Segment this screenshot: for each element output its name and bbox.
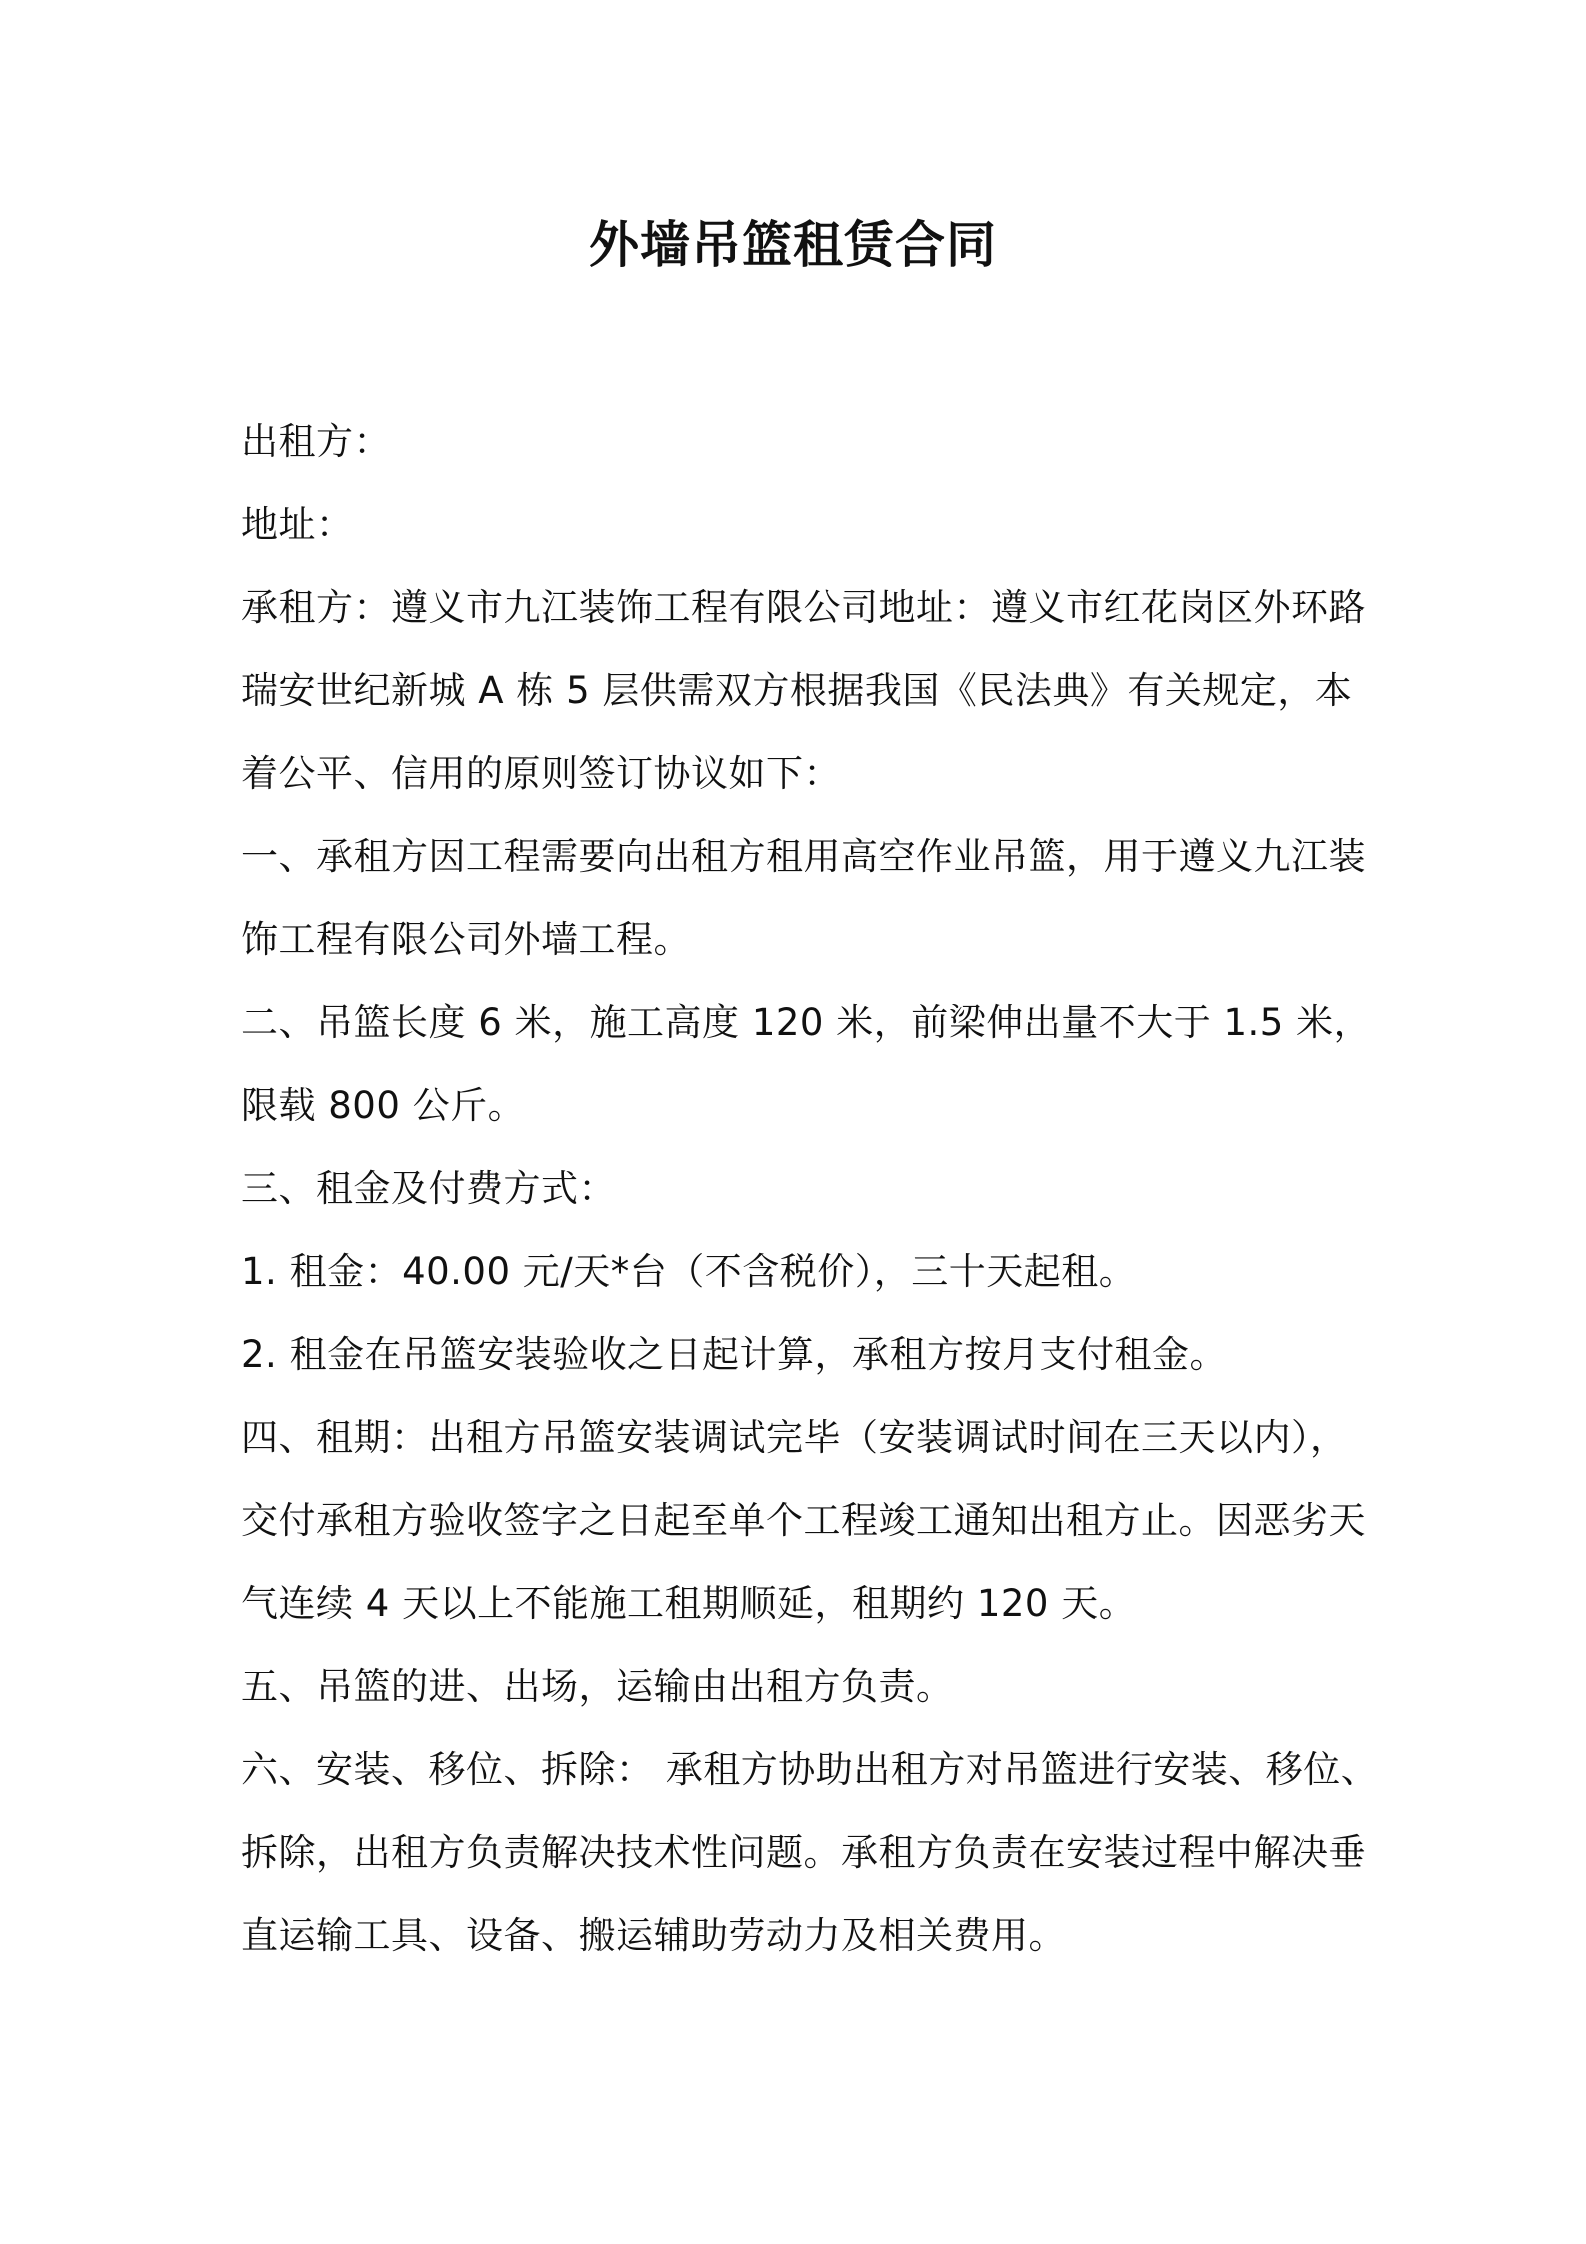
text-line-clause-2b: 限载 800 公斤。	[241, 1084, 526, 1127]
text-line-lessor-address: 地址：	[241, 503, 354, 546]
text-line-clause-3-1: 1. 租金：40.00 元/天*台（不含税价），三十天起租。	[241, 1250, 1137, 1293]
document-title: 外墙吊篮租赁合同	[589, 216, 997, 274]
text-line-preamble: 着公平、信用的原则签订协议如下：	[241, 752, 841, 795]
text-line-clause-1b: 饰工程有限公司外墙工程。	[241, 918, 691, 961]
text-line-clause-2a: 二、吊篮长度 6 米，施工高度 120 米，前梁伸出量不大于 1.5 米，	[241, 1001, 1372, 1044]
text-line-clause-6b: 拆除，出租方负责解决技术性问题。承租方负责在安装过程中解决垂	[241, 1831, 1366, 1874]
text-line-clause-1a: 一、承租方因工程需要向出租方租用高空作业吊篮，用于遵义九江装	[241, 835, 1366, 878]
text-line-clause-4c: 气连续 4 天以上不能施工租期顺延，租期约 120 天。	[241, 1582, 1137, 1625]
text-line-lessee-address: 瑞安世纪新城 A 栋 5 层供需双方根据我国《民法典》有关规定，本	[241, 669, 1353, 712]
text-line-lessor: 出租方：	[241, 420, 391, 463]
text-line-lessee: 承租方：遵义市九江装饰工程有限公司地址：遵义市红花岗区外环路	[241, 586, 1366, 629]
text-line-clause-6c: 直运输工具、设备、搬运辅助劳动力及相关费用。	[241, 1914, 1066, 1957]
text-line-clause-3: 三、租金及付费方式：	[241, 1167, 616, 1210]
text-line-clause-3-2: 2. 租金在吊篮安装验收之日起计算，承租方按月支付租金。	[241, 1333, 1228, 1376]
text-line-clause-4a: 四、租期：出租方吊篮安装调试完毕（安装调试时间在三天以内），	[241, 1416, 1348, 1459]
document-body	[241, 400, 1381, 1977]
text-line-clause-6a: 六、安装、移位、拆除： 承租方协助出租方对吊篮进行安装、移位、	[241, 1748, 1379, 1791]
text-line-clause-5: 五、吊篮的进、出场，运输由出租方负责。	[241, 1665, 954, 1708]
text-line-clause-4b: 交付承租方验收签字之日起至单个工程竣工通知出租方止。因恶劣天	[241, 1499, 1366, 1542]
